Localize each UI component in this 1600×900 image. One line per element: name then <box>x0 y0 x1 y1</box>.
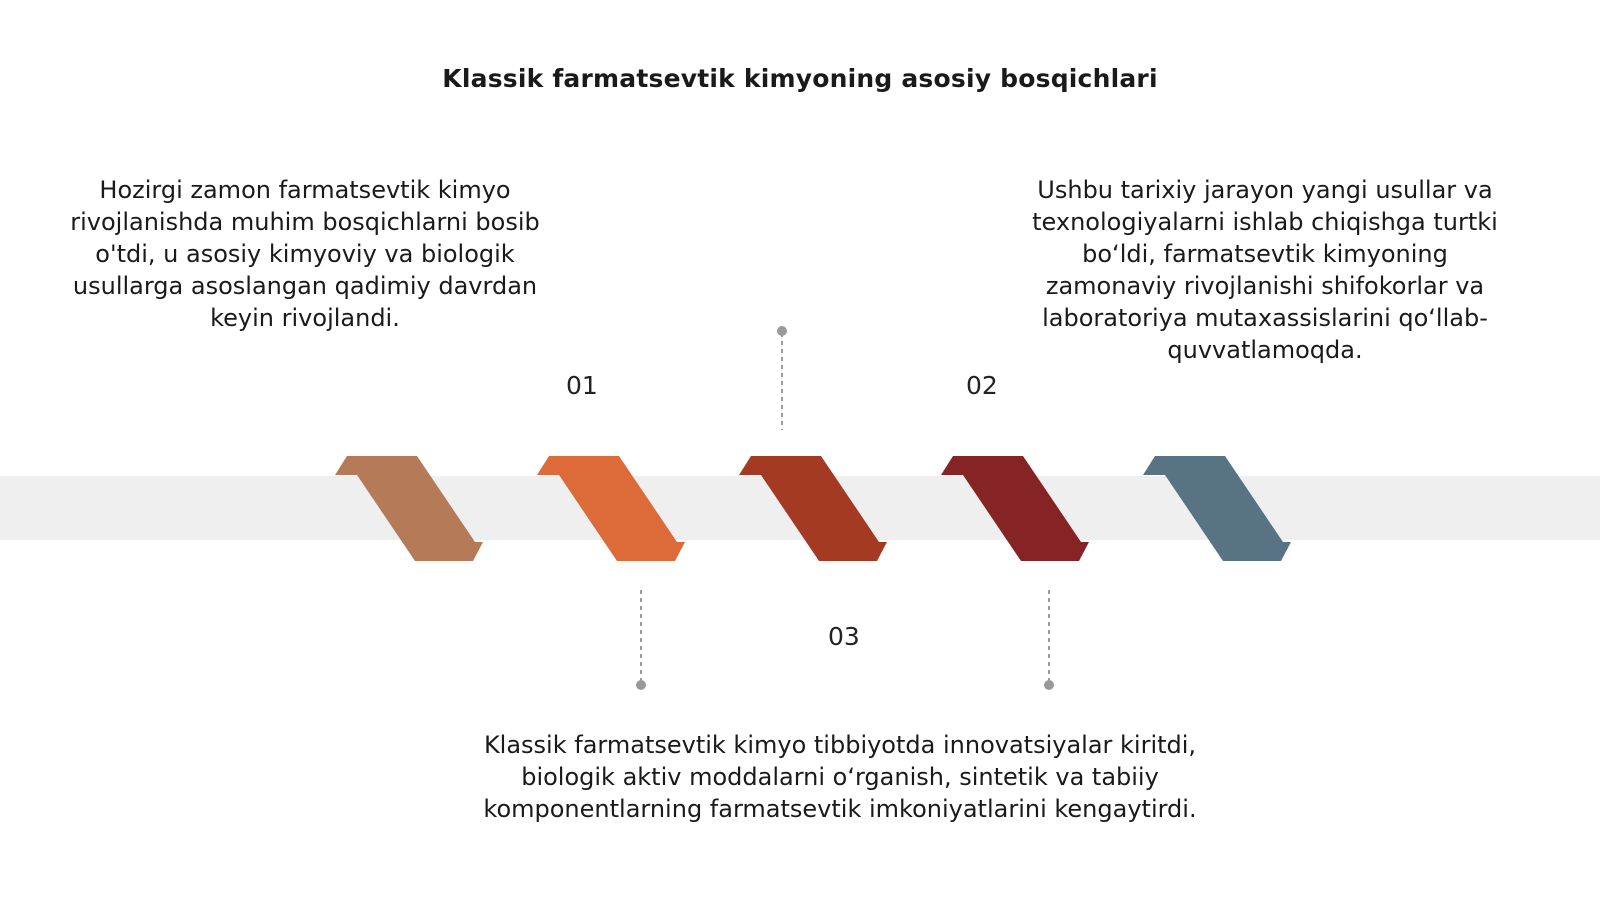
connector-bottom-left-dot <box>636 680 646 690</box>
step-02-number: 02 <box>966 371 998 400</box>
connector-top-dot <box>777 326 787 336</box>
chevron-3 <box>739 456 887 561</box>
diagram-title: Klassik farmatsevtik kimyoning asosiy bosqichlari <box>442 64 1158 93</box>
step-01-text: Hozirgi zamon farmatsevtik kimyo rivojlanishda muhim bosqichlarni bosib o'tdi, u asosiy kimyoviy va biologik usullarga asoslangan qadimiy davrdan keyin rivojlandi. <box>70 176 540 332</box>
chevron-2 <box>537 456 685 561</box>
step-01-number: 01 <box>566 371 598 400</box>
step-03-text: Klassik farmatsevtik kimyo tibbiyotda innovatsiyalar kiritdi, biologik aktiv moddalarni o‘rganish, sintetik va tabiiy komponentlarning farmatsevtik imkoniyatlarini kengaytirdi. <box>483 731 1197 823</box>
step-03-number: 03 <box>828 622 860 651</box>
connector-bottom-right-dot <box>1044 680 1054 690</box>
step-02-text: Ushbu tarixiy jarayon yangi usullar va texnologiyalarni ishlab chiqishga turtki bo‘ldi, farmatsevtik kimyoning zamonaviy rivojlanishi shifokorlar va laboratoriya mutaxassislarini qo‘llab-quvvatlamoqda. <box>1032 176 1498 364</box>
chevron-5 <box>1143 456 1291 561</box>
chevron-1 <box>335 456 483 561</box>
chevron-4 <box>941 456 1089 561</box>
